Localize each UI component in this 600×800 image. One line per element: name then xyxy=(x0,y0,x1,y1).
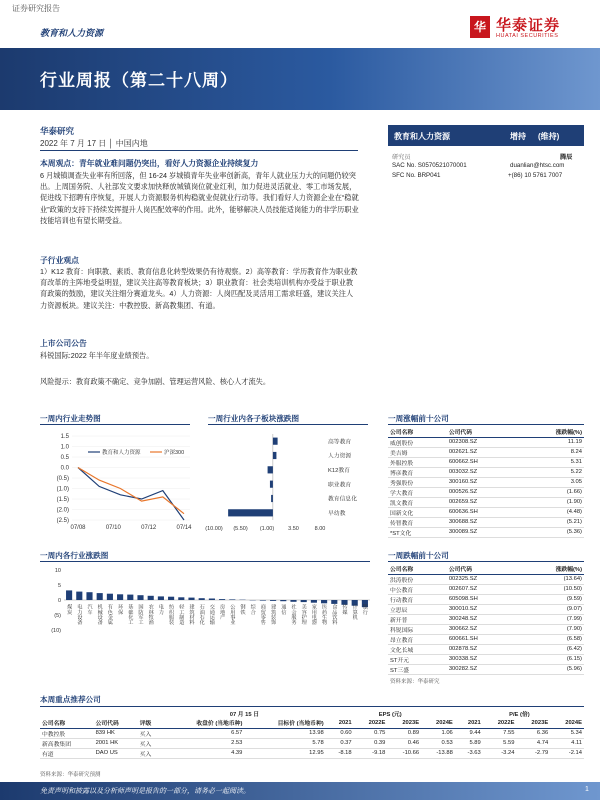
divider xyxy=(40,150,358,151)
category-label: 医药生物 xyxy=(321,604,328,625)
table-cell: 2.53 xyxy=(163,738,244,748)
legend-label: 教育和人力资源 xyxy=(102,450,141,456)
pe-header: P/E (倍) xyxy=(509,711,530,718)
gainer-code: 600662.SH xyxy=(447,457,518,467)
table-cell: 6.57 xyxy=(163,728,244,738)
y-tick-label: (1.5) xyxy=(56,497,69,503)
recommend-title: 本周重点推荐公司 xyxy=(40,695,101,704)
table-cell: 4.39 xyxy=(163,748,244,758)
gainer-change: (4.48) xyxy=(518,507,584,517)
category-label: 房地产 xyxy=(219,604,226,620)
bar xyxy=(219,599,225,600)
table-cell: -9.18 xyxy=(354,748,388,758)
gainer-company: 秀强股份 xyxy=(388,477,447,487)
loser-change: (7.99) xyxy=(518,614,584,624)
divider xyxy=(208,424,368,425)
table-cell: 9.44 xyxy=(455,728,483,738)
table-cell: 新高教集团 xyxy=(40,738,94,748)
category-label: 计算机 xyxy=(351,604,358,620)
gainers-title: 一周涨幅前十公司 xyxy=(388,414,449,423)
gainer-company: 博彦教育 xyxy=(388,467,447,477)
category-label: 纺织服装 xyxy=(168,604,175,625)
category-label: 公用事业 xyxy=(229,604,236,625)
company-logo xyxy=(470,14,590,44)
y-tick-label: (1.0) xyxy=(56,486,69,493)
bar xyxy=(301,600,307,602)
sac-number: SAC No. S0570521070001 xyxy=(392,162,467,169)
table-cell: 4.74 xyxy=(516,738,550,748)
legend-label: 沪深300 xyxy=(164,450,185,456)
losers-table xyxy=(388,563,584,675)
y-tick-label: 0.0 xyxy=(60,465,69,472)
category-label: 机械设备 xyxy=(96,604,103,625)
category-label: 职业教育 xyxy=(328,482,352,489)
bar xyxy=(107,594,113,600)
col-header: 公司代码 xyxy=(94,718,138,728)
bar xyxy=(117,594,123,600)
loser-code: 300248.SZ xyxy=(447,614,518,624)
divider xyxy=(40,561,370,562)
table-row xyxy=(388,584,584,594)
x-tick-label: 07/08 xyxy=(70,525,86,531)
table-cell: 0.60 xyxy=(326,728,354,738)
analyst-name: 腾辰 xyxy=(560,154,573,161)
table-row xyxy=(40,728,584,738)
table-cell: 5.59 xyxy=(483,738,517,748)
gainer-change: 8.24 xyxy=(518,447,584,457)
y-tick-label: 5 xyxy=(57,583,61,589)
bar xyxy=(158,596,164,600)
col-header: 2021 xyxy=(326,718,354,728)
gainer-change: 3.05 xyxy=(518,477,584,487)
loser-code: 300282.SZ xyxy=(447,664,518,674)
table-row xyxy=(388,477,584,487)
x-tick-label: 07/14 xyxy=(176,525,192,531)
logo-subtext: HUATAI SECURITIES xyxy=(496,33,559,39)
loser-change: (7.90) xyxy=(518,624,584,634)
col-header: 公司代码 xyxy=(447,563,518,574)
table-row xyxy=(388,624,584,634)
loser-change: (6.58) xyxy=(518,634,584,644)
bar xyxy=(273,438,278,445)
view-heading: 本周观点：青年就业难问题仍突出，看好人力资源企业持续复力 xyxy=(40,159,259,168)
category-label: 环保 xyxy=(117,604,124,615)
table-cell: 0.46 xyxy=(387,738,421,748)
table-cell: -10.66 xyxy=(387,748,421,758)
table-row xyxy=(388,487,584,497)
sfc-number: SFC No. BRP041 xyxy=(392,172,441,179)
table-cell: 7.55 xyxy=(483,728,517,738)
analyst-label: 研究员 xyxy=(392,154,411,161)
bar xyxy=(270,481,273,488)
industry-tag: 教育和人力资源 xyxy=(40,28,104,38)
sub-sector-chart xyxy=(205,428,378,550)
table-row xyxy=(388,664,584,674)
loser-code: 300010.SZ xyxy=(447,604,518,614)
divider xyxy=(40,706,584,707)
divider xyxy=(388,424,584,425)
col-header: 目标价 (当地币种) xyxy=(244,718,325,728)
recommend-table xyxy=(40,708,584,759)
col-header: 2021 xyxy=(455,718,483,728)
col-header: 2023E xyxy=(387,718,421,728)
industry-chart-title: 一周内各行业涨跌图 xyxy=(40,551,109,560)
category-label: 商贸零售 xyxy=(259,604,266,625)
col-header: 公司名称 xyxy=(40,718,94,728)
report-type-label: 证券研究报告 xyxy=(12,4,60,13)
y-tick-label: (0.5) xyxy=(56,476,69,482)
col-header: 2024E xyxy=(421,718,455,728)
table-cell: 2001 HK xyxy=(94,738,138,748)
gainer-company: 学大教育 xyxy=(388,487,447,497)
bar xyxy=(66,590,72,600)
gainer-code: 003032.SZ xyxy=(447,467,518,477)
table-row xyxy=(388,507,584,517)
table-cell: 13.98 xyxy=(244,728,325,738)
category-label: 人力资源 xyxy=(328,453,352,460)
loser-company: ST三盛 xyxy=(388,664,447,674)
bar xyxy=(270,600,276,601)
losers-source: 资料来源：华泰研究 xyxy=(390,679,440,685)
gainer-change: 5.22 xyxy=(518,467,584,477)
y-tick-label: 1.5 xyxy=(60,434,69,440)
loser-change: (5.96) xyxy=(518,664,584,674)
x-tick-label: 07/10 xyxy=(105,525,121,531)
analyst-email[interactable]: duanlian@htsc.com xyxy=(510,162,565,169)
table-row xyxy=(388,604,584,614)
loser-company: 科锐国际 xyxy=(388,624,447,634)
bar xyxy=(86,592,92,600)
gainer-change: (1.66) xyxy=(518,487,584,497)
bar xyxy=(178,597,184,600)
table-cell: 0.39 xyxy=(354,738,388,748)
gainer-change: 5.31 xyxy=(518,457,584,467)
rating-box xyxy=(388,125,584,146)
loser-change: (9.07) xyxy=(518,604,584,614)
category-label: 汽车 xyxy=(86,604,93,615)
table-row xyxy=(388,437,584,447)
bar xyxy=(229,599,235,600)
category-label: 国防军工 xyxy=(137,604,144,625)
x-tick-label: 8.00 xyxy=(314,526,326,532)
table-cell: -3.63 xyxy=(455,748,483,758)
bar xyxy=(321,600,327,603)
table-cell: -3.24 xyxy=(483,748,517,758)
rating-sector: 教育和人力资源 xyxy=(394,132,450,141)
category-label: 食品饮料 xyxy=(331,604,338,625)
bar xyxy=(228,509,273,516)
loser-company: 行动教育 xyxy=(388,594,447,604)
gainer-code: 000526.SZ xyxy=(447,487,518,497)
y-tick-label: (5) xyxy=(54,613,61,619)
table-cell: 5.78 xyxy=(244,738,325,748)
table-row xyxy=(388,527,584,537)
gainer-change: 11.19 xyxy=(518,437,584,447)
logo-text: 华泰证券 xyxy=(496,17,561,34)
table-cell: 买入 xyxy=(138,748,163,758)
page-title: 行业周报（第二十八周） xyxy=(40,71,238,90)
loser-code: 002325.SZ xyxy=(447,574,518,584)
series-line-0 xyxy=(78,468,184,521)
category-label: 银行 xyxy=(361,604,368,615)
category-label: 综合 xyxy=(249,604,256,615)
bar xyxy=(280,600,286,601)
category-label: 交通运输 xyxy=(208,604,215,625)
category-label: 高等教育 xyxy=(328,439,352,446)
table-cell: -13.88 xyxy=(421,748,455,758)
bar xyxy=(290,600,296,602)
col-header: 涨跌幅(%) xyxy=(518,426,584,437)
bar xyxy=(260,600,266,601)
loser-code: 300662.SZ xyxy=(447,624,518,634)
gainer-company: 国新文化 xyxy=(388,507,447,517)
col-header: 涨跌幅(%) xyxy=(518,563,584,574)
loser-change: (9.59) xyxy=(518,594,584,604)
loser-code: 300338.SZ xyxy=(447,654,518,664)
table-cell: -2.14 xyxy=(550,748,584,758)
losers-title: 一周跌幅前十公司 xyxy=(388,551,449,560)
x-tick-label: (10.00) xyxy=(205,526,223,532)
gainer-code: 600636.SH xyxy=(447,507,518,517)
category-label: 教育信息化 xyxy=(328,496,357,503)
gainer-company: 凯文教育 xyxy=(388,497,447,507)
loser-code: 002607.SZ xyxy=(447,584,518,594)
table-cell: 有道 xyxy=(40,748,94,758)
loser-company: 中公教育 xyxy=(388,584,447,594)
x-tick-label: (1.00) xyxy=(259,526,275,532)
table-cell: -2.79 xyxy=(516,748,550,758)
gainer-company: 美吉姆 xyxy=(388,447,447,457)
col-header: 评级 xyxy=(138,718,163,728)
loser-code: 600661.SH xyxy=(447,634,518,644)
table-cell: 839 HK xyxy=(94,728,138,738)
x-tick-label: 07/12 xyxy=(141,525,157,531)
category-label: 有色金属 xyxy=(106,604,113,625)
category-label: 传媒 xyxy=(341,604,348,615)
loser-company: 洪涛股份 xyxy=(388,574,447,584)
loser-company: 立思辰 xyxy=(388,604,447,614)
bar xyxy=(168,597,174,600)
table-cell: 买入 xyxy=(138,728,163,738)
bar xyxy=(199,598,205,600)
table-row xyxy=(388,654,584,664)
gainer-change: (5.21) xyxy=(518,517,584,527)
table-cell: 买入 xyxy=(138,738,163,748)
loser-change: (6.15) xyxy=(518,654,584,664)
bar xyxy=(273,452,277,459)
bar xyxy=(311,600,317,603)
divider xyxy=(388,561,584,562)
category-label: 农林牧渔 xyxy=(147,604,154,625)
table-cell: DAO US xyxy=(94,748,138,758)
page-number: 1 xyxy=(585,786,589,793)
table-cell: 12.95 xyxy=(244,748,325,758)
bar xyxy=(209,599,215,601)
table-row xyxy=(388,634,584,644)
trend-chart-title: 一周内行业走势图 xyxy=(40,414,101,423)
industry-change-chart xyxy=(40,564,374,676)
table-row xyxy=(388,574,584,584)
loser-code: 002878.SZ xyxy=(447,644,518,654)
loser-code: 605098.SH xyxy=(447,594,518,604)
y-tick-label: (2.5) xyxy=(56,518,69,524)
table-cell: 0.53 xyxy=(421,738,455,748)
table-row xyxy=(388,497,584,507)
table-row xyxy=(388,594,584,604)
gainer-code: 300688.SZ xyxy=(447,517,518,527)
rating-note: (维持) xyxy=(538,132,560,141)
category-label: 建筑材料 xyxy=(188,604,195,625)
col-header: 收盘价 (当地币种) xyxy=(163,718,244,728)
x-tick-label: (5.50) xyxy=(233,526,248,532)
gainer-code: 300089.SZ xyxy=(447,527,518,537)
sub-industry-heading: 子行业观点 xyxy=(40,256,79,265)
table-row xyxy=(388,447,584,457)
table-row xyxy=(40,748,584,758)
table-cell: 1.06 xyxy=(421,728,455,738)
category-label: 家用电器 xyxy=(310,604,317,625)
table-row xyxy=(388,467,584,477)
table-cell: 6.36 xyxy=(516,728,550,738)
category-label: K12教育 xyxy=(328,467,350,474)
category-label: 轻工制造 xyxy=(178,604,185,625)
col-header: 公司名称 xyxy=(388,563,447,574)
loser-change: (6.42) xyxy=(518,644,584,654)
table-row xyxy=(40,738,584,748)
col-header: 2023E xyxy=(516,718,550,728)
category-label: 通信 xyxy=(280,604,287,615)
loser-company: ST开元 xyxy=(388,654,447,664)
category-label: 基础化工 xyxy=(127,604,134,625)
col-header: 公司代码 xyxy=(447,426,518,437)
category-label: 早幼教 xyxy=(328,510,346,517)
table-cell: 5.34 xyxy=(550,728,584,738)
col-header: 2024E xyxy=(550,718,584,728)
table-cell: 0.37 xyxy=(326,738,354,748)
logo-mark-icon: 华 xyxy=(470,16,490,38)
gainer-code: 002308.SZ xyxy=(447,437,518,447)
table-row xyxy=(388,614,584,624)
category-label: 电力 xyxy=(157,604,164,615)
gainers-table xyxy=(388,426,584,538)
category-label: 社会服务 xyxy=(290,604,297,625)
bar xyxy=(271,495,273,502)
date-header: 07 月 15 日 xyxy=(229,711,260,718)
loser-company: 文化长城 xyxy=(388,644,447,654)
category-label: 美容护理 xyxy=(300,604,307,625)
category-label: 电力设备 xyxy=(76,604,83,625)
eps-header: EPS (元) xyxy=(378,711,402,718)
y-tick-label: 1.0 xyxy=(60,444,69,451)
col-header: 2022E xyxy=(354,718,388,728)
table-row xyxy=(388,644,584,654)
y-tick-label: (2.0) xyxy=(56,507,69,514)
x-tick-label: 3.50 xyxy=(288,526,299,532)
y-tick-label: 10 xyxy=(54,568,61,574)
table-cell: 0.89 xyxy=(387,728,421,738)
loser-company: 昂立教育 xyxy=(388,634,447,644)
y-tick-label: 0 xyxy=(57,598,61,604)
bar xyxy=(268,466,273,473)
gainer-change: (5.36) xyxy=(518,527,584,537)
announcement-heading: 上市公司公告 xyxy=(40,339,87,348)
recommend-source: 资料来源：华泰研究预测 xyxy=(40,772,101,778)
loser-company: 新开普 xyxy=(388,614,447,624)
table-cell: 4.11 xyxy=(550,738,584,748)
category-label: 煤炭 xyxy=(66,604,73,615)
loser-change: (10.50) xyxy=(518,584,584,594)
divider xyxy=(40,424,190,425)
y-tick-label: (10) xyxy=(51,628,61,634)
disclaimer: 免责声明和披露以及分析师声明是报告的一部分，请务必一起阅读。 xyxy=(40,788,250,795)
bar xyxy=(76,592,82,600)
trend-chart xyxy=(40,428,198,550)
y-tick-label: 0.5 xyxy=(60,455,69,461)
gainer-code: 002621.SZ xyxy=(447,447,518,457)
table-cell: 5.89 xyxy=(455,738,483,748)
sub-chart-title: 一周行业内各子板块涨跌图 xyxy=(208,414,300,423)
table-cell: -8.18 xyxy=(326,748,354,758)
category-label: 钢铁 xyxy=(239,604,246,615)
bar xyxy=(97,593,103,600)
analyst-phone: +(86) 10 5761 7007 xyxy=(508,172,563,179)
bar xyxy=(137,595,143,600)
bar xyxy=(148,596,154,600)
table-row xyxy=(388,457,584,467)
gainer-company: 传智教育 xyxy=(388,517,447,527)
category-label: 石油石化 xyxy=(198,604,205,625)
table-cell: 中教控股 xyxy=(40,728,94,738)
announcement-paragraph: 科锐国际:2022 年半年度业绩预告。 xyxy=(40,351,154,360)
report-date: 2022 年 7 月 17 日 │ 中国内地 xyxy=(40,139,148,148)
risk-warning: 风险提示：教育政策不确定、竞争加剧、管理运营风险、核心人才流失。 xyxy=(40,377,271,386)
table-cell: 0.75 xyxy=(354,728,388,738)
gainer-company: 威创股份 xyxy=(388,437,447,447)
series-line-1 xyxy=(78,468,184,514)
loser-change: (13.64) xyxy=(518,574,584,584)
table-row xyxy=(388,517,584,527)
rating-value: 增持 xyxy=(510,132,526,141)
view-paragraph: 6 月城镇调查失业率有所回落，但 16-24 岁城镇青年失业率创新高，青年人就业压力大的问题仍较突出。上周国务院、人社部发文要求加快释放城镇岗位就业红利，加力促进灵活就业、零工市场发展，促进线下招聘有序恢复，开展人力资源服务机构稳就业促就业行动等。我们看好人力资源企业在“稳就业”政策的支持下持续发挥提升人岗匹配效率的作用。此外，能够解决人员技能适岗能力的非学历职业技能培训也有望长期受益。 xyxy=(40,171,359,225)
bar xyxy=(127,595,133,600)
gainer-company: *ST文化 xyxy=(388,527,447,537)
category-label: 建筑装饰 xyxy=(270,604,277,625)
col-header: 2022E xyxy=(483,718,517,728)
col-header: 公司名称 xyxy=(388,426,447,437)
gainer-change: (1.90) xyxy=(518,497,584,507)
gainer-code: 002659.SZ xyxy=(447,497,518,507)
gainer-code: 300160.SZ xyxy=(447,477,518,487)
bar xyxy=(188,598,194,600)
sub-industry-paragraph: 1）K12 教育：向职教、素质、教育信息化转型效果仍有待观察。2）高等教育：学历教育作为职业教育改革的主阵地受益明显，建议关注高等教育板块；3）职业教育：社会类培训机构亦受益于职业教育政策的鼓励，建议关注细分赛道龙头。4）人力资源：人岗匹配及灵活用工需求旺盛，建议关注人力资源板块。建议关注：中教控股、新高教集团、有道。 xyxy=(40,267,358,310)
research-brand: 华泰研究 xyxy=(40,126,75,136)
gainer-company: 外服控股 xyxy=(388,457,447,467)
